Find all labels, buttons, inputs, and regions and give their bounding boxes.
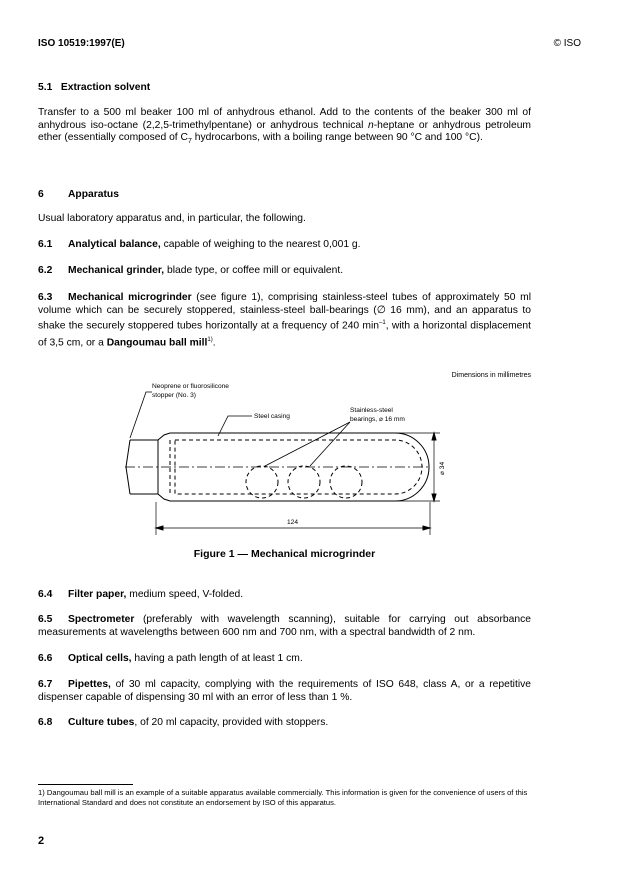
- footnote-rule: [38, 784, 133, 785]
- bearing-3: [330, 466, 362, 498]
- label-stopper-1: Neoprene or fluorosilicone: [152, 383, 229, 390]
- item-6-1: 6.1 Analytical balance, capable of weighing to the nearest 0,001 g.: [38, 239, 361, 250]
- section-6-heading: 6 Apparatus: [38, 189, 119, 200]
- dim-diameter: ⌀ 34: [439, 461, 446, 475]
- item-6-8: 6.8 Culture tubes, of 20 ml capacity, provided with stoppers.: [38, 717, 329, 728]
- section-5-1-heading: 5.1 Extraction solvent: [38, 82, 151, 93]
- copyright: © ISO: [553, 38, 581, 49]
- footnote: 1) Dangoumau ball mill is an example of a suitable apparatus available commercially. This information is given for the convenience of users of this International Standard and does not constitute an endorsement by ISO of this apparatus.: [38, 788, 528, 807]
- dim-length: 124: [287, 519, 299, 526]
- item-6-2: 6.2 Mechanical grinder, blade type, or coffee mill or equivalent.: [38, 265, 344, 276]
- item-6-3: 6.3 Mechanical microgrinder (see figure 1), comprising stainless-steel tubes of approximately 50 ml volume which can be securely stoppered, stainless-steel ball-bearings (∅ 16 mm), and an apparatus to shake the securely stoppered tubes horizontally at a frequency of 240 $\min^{-1}$, with a horizontal displacement of 3,5 cm, or a Dangoumau ball mill$^{1)}$.: [38, 292, 531, 348]
- label-stopper-2: stopper (No. 3): [152, 392, 196, 399]
- label-bearings-2: bearings, ⌀ 16 mm: [350, 416, 405, 423]
- microgrinder-drawing: [100, 380, 460, 540]
- section-6-intro: Usual laboratory apparatus and, in particular, the following.: [38, 213, 306, 224]
- doc-id: ISO 10519:1997(E): [38, 38, 125, 49]
- page-number: 2: [38, 835, 45, 847]
- item-6-6: 6.6 Optical cells, having a path length of at least 1 cm.: [38, 653, 303, 664]
- bearing-1: [246, 466, 278, 498]
- label-casing: Steel casing: [254, 413, 290, 420]
- label-bearings-1: Stainless-steel: [350, 407, 393, 414]
- item-6-7: 6.7 Pipettes, of 30 ml capacity, complying with the requirements of ISO 648, class A, or a repetitive dispenser capable of dispensing 30 ml with an error of less than 1 %.: [38, 679, 531, 703]
- footnote-ref[interactable]: 1): [207, 336, 213, 343]
- dimensions-note: Dimensions in millimetres: [451, 372, 531, 379]
- bearing-2: [288, 466, 320, 498]
- item-6-4: 6.4 Filter paper, medium speed, V-folded.: [38, 589, 244, 600]
- item-6-5: 6.5 Spectrometer (preferably with wavelength scanning), suitable for carrying out absorbance measurements at wavelengths between 600 nm and 700 nm, with a spectral bandwidth of 2 nm.: [38, 614, 531, 638]
- figure-caption: Figure 1 — Mechanical microgrinder: [193, 548, 376, 560]
- section-5-1-text: Transfer to a 500 ml beaker 100 ml of anhydrous ethanol. Add to the contents of the beaker 300 ml of anhydrous iso-octane (2,2,5-trimethylpentane) or anhydrous technical n-heptane or anhydrous petroleum ether (essentially composed of $C_7$ hydrocarbons, with a boiling range between 90 °C and 100 °C).: [38, 107, 531, 146]
